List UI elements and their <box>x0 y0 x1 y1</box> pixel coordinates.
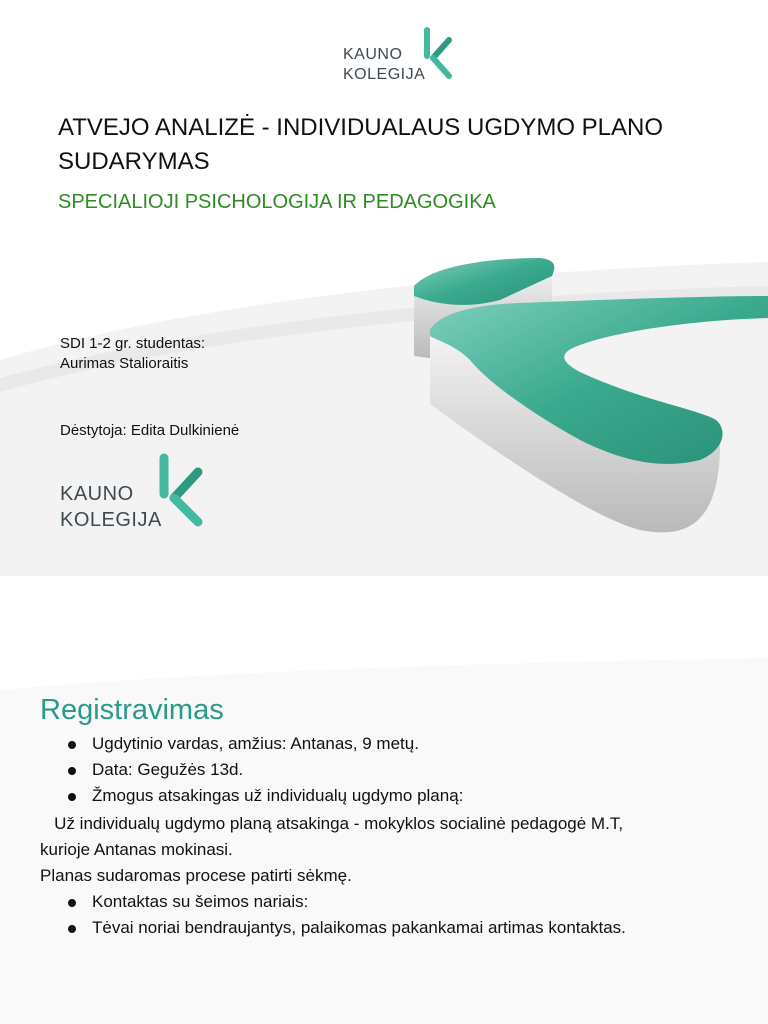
logo-word-kauno: KAUNO <box>343 46 403 63</box>
list-item <box>92 786 463 806</box>
list-item <box>92 760 243 780</box>
background-swoosh <box>0 600 768 1024</box>
bullet-icon <box>68 767 76 775</box>
list-item-text: Data: Gegužės 13d. <box>92 760 244 779</box>
k-mark-icon <box>156 452 206 530</box>
list-item <box>92 892 308 912</box>
student-name: Aurimas Stalioraitis <box>60 355 189 372</box>
list-item <box>92 734 419 754</box>
student-group-label: SDI 1-2 gr. studentas: <box>60 335 206 352</box>
bullet-icon <box>68 899 76 907</box>
bullet-icon <box>68 925 76 933</box>
paragraph-line: Planas sudaromas procese patirti sėkmę. <box>40 866 352 885</box>
teacher-name: Dėstytoja: Edita Dulkinienė <box>60 422 240 439</box>
list-item-text: Ugdytinio vardas, amžius: Antanas, 9 metų. <box>92 734 419 753</box>
kauno-kolegija-logo-bottom <box>60 452 210 532</box>
logo-word-kauno: KAUNO <box>60 483 134 505</box>
list-item <box>92 918 626 938</box>
slide-subtitle: SPECIALIOJI PSICHOLOGIJA IR PEDAGOGIKA <box>58 191 496 213</box>
list-item-text: Žmogus atsakingas už individualų ugdymo planą: <box>92 786 464 805</box>
logo-word-kolegija: KOLEGIJA <box>60 509 162 531</box>
slide-title: ATVEJO ANALIZĖ - INDIVIDUALAUS UGDYMO PLANO SUDARYMAS <box>58 114 664 175</box>
registration-heading: Registravimas <box>40 694 224 726</box>
list-item-text: Kontaktas su šeimos nariais: <box>92 892 309 911</box>
logo-word-kolegija: KOLEGIJA <box>343 66 426 83</box>
bullet-icon <box>68 793 76 801</box>
bullet-icon <box>68 741 76 749</box>
registration-slide <box>0 600 768 1024</box>
paragraph-line: kurioje Antanas mokinasi. <box>40 840 233 859</box>
list-item-text: Tėvai noriai bendraujantys, palaikomas pakankamai artimas kontaktas. <box>92 918 626 937</box>
paragraph-line: Už individualų ugdymo planą atsakinga - mokyklos socialinė pedagogė M.T, <box>40 814 624 833</box>
